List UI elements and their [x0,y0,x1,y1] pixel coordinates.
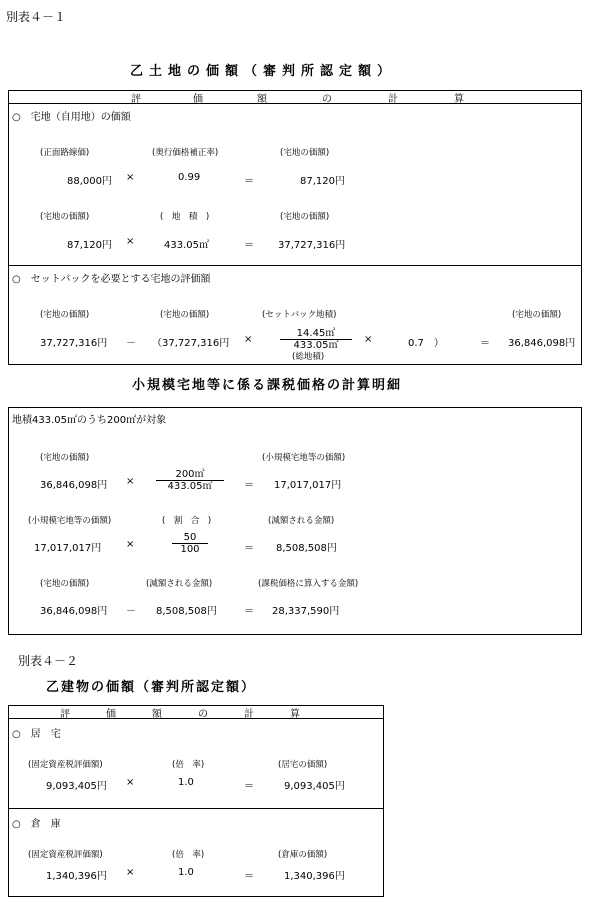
value-taxable-amount: 28,337,590円 [272,606,340,617]
label-depth-rate: (奥行価格補正率) [152,148,219,158]
value-multiplier: 1.0 [178,867,194,878]
value-small-land-value: 17,017,017円 [274,480,342,491]
value-residence: 9,093,405円 [284,781,345,792]
small-land-heading: 地積433.05㎡のうち200㎡が対象 [12,415,167,426]
label-land-value: (宅地の価額) [40,453,90,463]
value-road-price: 88,000円 [67,176,112,187]
fraction-numerator: 14.45㎡ [280,328,352,340]
label-multiplier: (倍 率) [172,760,205,770]
operator-minus: － [126,338,136,349]
header-char: 額 [152,709,162,720]
header-char: 価 [106,709,116,720]
table42-section-divider [8,808,384,809]
label-reduction: (減額される金額) [268,516,335,526]
label-road-price: (正面路線価) [40,148,90,158]
section-heading-setback: ○ セットバックを必要とする宅地の評価額 [12,274,211,285]
label-assessed-value: (固定資産税評価額) [28,850,103,860]
fraction-denominator: 100 [180,544,200,555]
operator-equals: ＝ [480,338,490,349]
header-char: 算 [454,94,464,105]
operator-equals: ＝ [244,871,254,882]
operator-times: × [126,476,135,487]
value-setback-result: 36,846,098円 [508,338,576,349]
fraction-denominator: 433.05㎡ [293,340,339,351]
operator-minus: － [126,606,136,617]
value-land-value: 37,727,316円 [40,338,108,349]
header-char: 価 [193,94,203,105]
table41-frame [8,90,582,365]
value-warehouse: 1,340,396円 [284,871,345,882]
label-small-land-value: (小規模宅地等の価額) [28,516,112,526]
table42-label: 別表４－２ [18,654,79,668]
section-heading-warehouse: ○ 倉 庫 [12,819,61,830]
operator-times: × [126,539,135,550]
label-reduction: (減額される金額) [146,579,213,589]
header-char: 計 [244,709,254,720]
area-fraction [156,469,224,492]
operator-times: × [126,867,135,878]
section-heading-residence: ○ 居 宅 [12,729,61,740]
value-assessed: 9,093,405円 [46,781,107,792]
table41-label: 別表４－１ [6,10,67,24]
header-char: 額 [257,94,267,105]
label-taxable-amount: (課税価格に算入する金額) [258,579,359,589]
header-char: 算 [290,709,300,720]
label-assessed-value: (固定資産税評価額) [28,760,103,770]
label-warehouse-value: (倉庫の価額) [278,850,328,860]
value-small-land-value: 17,017,017円 [34,543,102,554]
label-total-area: (総地積) [292,352,325,362]
operator-times: × [244,334,253,345]
operator-equals: ＝ [244,781,254,792]
value-multiplier: 1.0 [178,777,194,788]
table41-title: 乙土地の価額（審判所認定額） [130,64,397,79]
table42-title: 乙建物の価額（審判所認定額） [46,680,257,695]
value-land-value: （37,727,316円 [152,338,230,349]
operator-times: × [126,777,135,788]
table41-header-divider [8,103,582,104]
fraction-denominator: 433.05㎡ [167,481,213,492]
value-area: 433.05㎡ [164,240,209,251]
operator-equals: ＝ [244,606,254,617]
value-land-value: 36,846,098円 [40,606,108,617]
label-land-value: (宅地の価額) [40,212,90,222]
value-reduction: 8,508,508円 [156,606,217,617]
label-ratio: ( 割 合 ) [162,516,212,526]
header-char: 評 [60,709,70,720]
label-land-value: (宅地の価額) [160,310,210,320]
label-land-value: (宅地の価額) [40,579,90,589]
label-land-value: (宅地の価額) [280,212,330,222]
table41-section-divider [8,265,582,266]
header-char: の [322,94,332,105]
label-land-value: (宅地の価額) [512,310,562,320]
section-heading-residential: ○ 宅地（自用地）の価額 [12,112,131,123]
value-land-total: 37,727,316円 [278,240,346,251]
value-land-value: 36,846,098円 [40,480,108,491]
fraction-numerator: 200㎡ [156,469,224,481]
operator-times: × [126,236,135,247]
operator-equals: ＝ [244,176,254,187]
value-land-value: 87,120円 [300,176,345,187]
label-land-value: (宅地の価額) [280,148,330,158]
label-land-value: (宅地の価額) [40,310,90,320]
label-multiplier: (倍 率) [172,850,205,860]
setback-fraction [280,328,352,351]
value-land-value: 87,120円 [67,240,112,251]
small-land-title: 小規模宅地等に係る課税価格の計算明細 [132,378,403,393]
label-area: ( 地 積 ) [160,212,210,222]
header-char: 計 [388,94,398,105]
label-residence-value: (居宅の価額) [278,760,328,770]
value-depth-rate: 0.99 [178,172,201,183]
operator-times: × [126,172,135,183]
fraction-numerator: 50 [172,532,208,544]
label-setback-area: (セットバック地積) [262,310,337,320]
value-setback-rate: 0.7 ） [408,338,444,349]
operator-times: × [364,334,373,345]
header-char: の [198,709,208,720]
header-char: 評 [131,94,141,105]
operator-equals: ＝ [244,543,254,554]
operator-equals: ＝ [244,240,254,251]
ratio-fraction [172,532,208,555]
value-reduction: 8,508,508円 [276,543,337,554]
value-assessed: 1,340,396円 [46,871,107,882]
operator-equals: ＝ [244,480,254,491]
label-small-land-value: (小規模宅地等の価額) [262,453,346,463]
